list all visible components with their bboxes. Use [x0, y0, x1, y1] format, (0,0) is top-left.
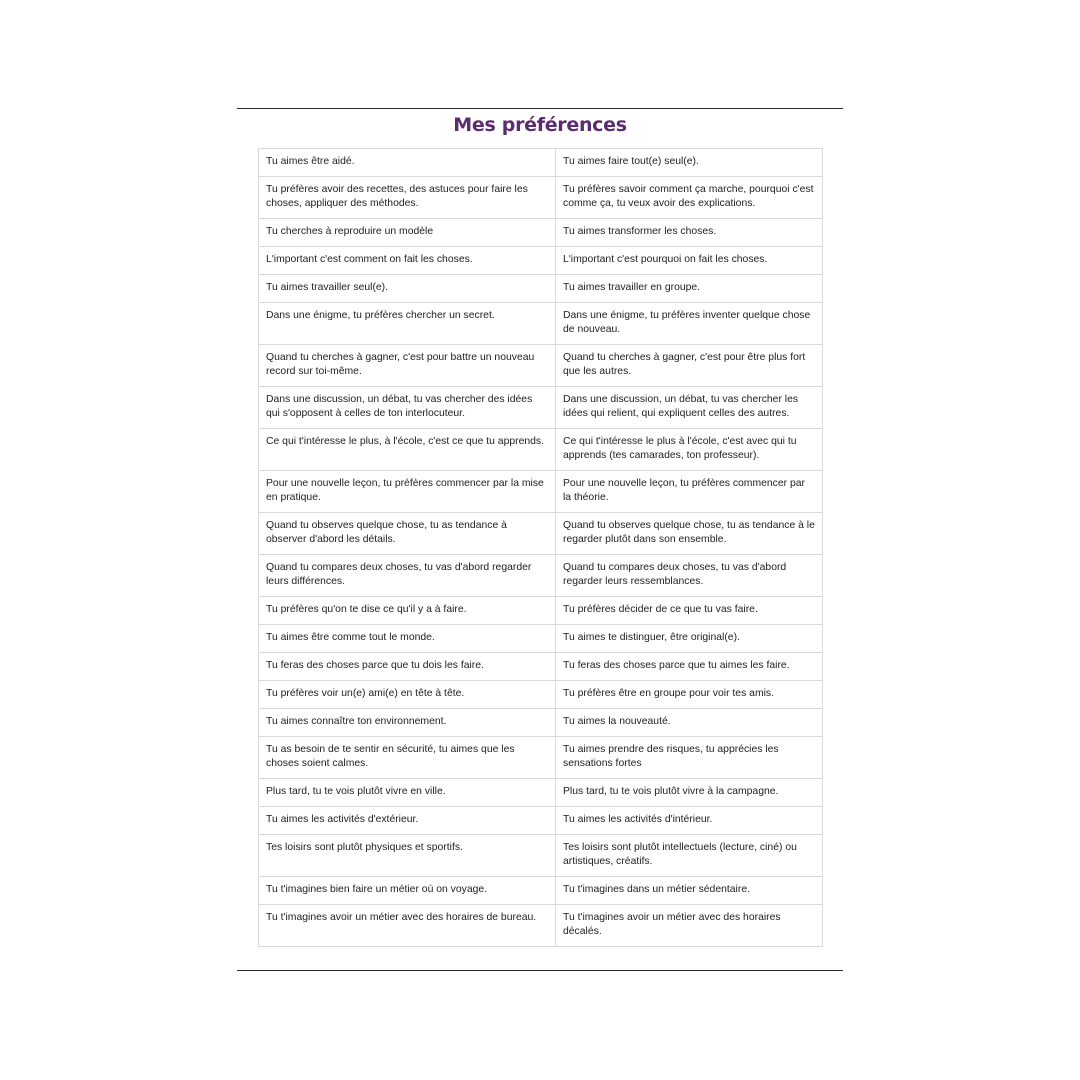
- preference-left-cell: Tu cherches à reproduire un modèle: [259, 219, 556, 247]
- preference-left-cell: Tu aimes connaître ton environnement.: [259, 709, 556, 737]
- table-row: [259, 625, 823, 653]
- table-row: [259, 387, 823, 429]
- preference-right-cell: Dans une discussion, un débat, tu vas chercher les idées qui relient, qui expliquent celles des autres.: [556, 387, 823, 429]
- table-row: [259, 149, 823, 177]
- preference-right-cell: Quand tu cherches à gagner, c'est pour être plus fort que les autres.: [556, 345, 823, 387]
- preference-left-cell: Tu aimes être comme tout le monde.: [259, 625, 556, 653]
- preference-right-cell: Tu préfères décider de ce que tu vas faire.: [556, 597, 823, 625]
- table-row: [259, 471, 823, 513]
- table-row: [259, 275, 823, 303]
- table-row: [259, 737, 823, 779]
- table-row: [259, 835, 823, 877]
- page-title: Mes préférences: [453, 114, 627, 136]
- preference-right-cell: Tu t'imagines dans un métier sédentaire.: [556, 877, 823, 905]
- preference-right-cell: Tu t'imagines avoir un métier avec des horaires décalés.: [556, 905, 823, 947]
- table-row: [259, 653, 823, 681]
- preference-right-cell: Tu préfères être en groupe pour voir tes amis.: [556, 681, 823, 709]
- table-row: [259, 681, 823, 709]
- table-row: [259, 597, 823, 625]
- preference-right-cell: Tu préfères savoir comment ça marche, pourquoi c'est comme ça, tu veux avoir des explications.: [556, 177, 823, 219]
- preference-left-cell: Tes loisirs sont plutôt physiques et sportifs.: [259, 835, 556, 877]
- preference-right-cell: Tu aimes transformer les choses.: [556, 219, 823, 247]
- preference-left-cell: Tu préfères voir un(e) ami(e) en tête à tête.: [259, 681, 556, 709]
- preferences-table: [258, 148, 823, 947]
- preference-left-cell: Tu t'imagines avoir un métier avec des horaires de bureau.: [259, 905, 556, 947]
- table-row: [259, 429, 823, 471]
- preference-left-cell: Quand tu cherches à gagner, c'est pour battre un nouveau record sur toi-même.: [259, 345, 556, 387]
- preference-left-cell: Ce qui t'intéresse le plus, à l'école, c'est ce que tu apprends.: [259, 429, 556, 471]
- preference-left-cell: Quand tu compares deux choses, tu vas d'abord regarder leurs différences.: [259, 555, 556, 597]
- preference-right-cell: Tu aimes la nouveauté.: [556, 709, 823, 737]
- preference-right-cell: Tu aimes faire tout(e) seul(e).: [556, 149, 823, 177]
- preference-right-cell: Tu aimes travailler en groupe.: [556, 275, 823, 303]
- preference-left-cell: Tu préfères avoir des recettes, des astuces pour faire les choses, appliquer des méthodes.: [259, 177, 556, 219]
- preference-left-cell: Tu aimes travailler seul(e).: [259, 275, 556, 303]
- preference-left-cell: Tu t'imagines bien faire un métier où on voyage.: [259, 877, 556, 905]
- table-row: [259, 177, 823, 219]
- preference-right-cell: Ce qui t'intéresse le plus à l'école, c'est avec qui tu apprends (tes camarades, ton professeur).: [556, 429, 823, 471]
- preference-right-cell: Quand tu observes quelque chose, tu as tendance à le regarder plutôt dans son ensemble.: [556, 513, 823, 555]
- preference-right-cell: Tes loisirs sont plutôt intellectuels (lecture, ciné) ou artistiques, créatifs.: [556, 835, 823, 877]
- table-row: [259, 247, 823, 275]
- table-row: [259, 345, 823, 387]
- preference-right-cell: Pour une nouvelle leçon, tu préfères commencer par la théorie.: [556, 471, 823, 513]
- preference-right-cell: Tu aimes les activités d'intérieur.: [556, 807, 823, 835]
- table-row: [259, 905, 823, 947]
- preference-right-cell: Quand tu compares deux choses, tu vas d'abord regarder leurs ressemblances.: [556, 555, 823, 597]
- preference-left-cell: Tu aimes les activités d'extérieur.: [259, 807, 556, 835]
- table-row: [259, 807, 823, 835]
- top-divider: [237, 108, 843, 109]
- preference-left-cell: Pour une nouvelle leçon, tu préfères commencer par la mise en pratique.: [259, 471, 556, 513]
- preference-left-cell: Tu feras des choses parce que tu dois les faire.: [259, 653, 556, 681]
- preference-right-cell: L'important c'est pourquoi on fait les choses.: [556, 247, 823, 275]
- preference-left-cell: Quand tu observes quelque chose, tu as tendance à observer d'abord les détails.: [259, 513, 556, 555]
- preference-left-cell: L'important c'est comment on fait les choses.: [259, 247, 556, 275]
- preference-left-cell: Dans une énigme, tu préfères chercher un secret.: [259, 303, 556, 345]
- table-row: [259, 555, 823, 597]
- preference-right-cell: Plus tard, tu te vois plutôt vivre à la campagne.: [556, 779, 823, 807]
- table-row: [259, 877, 823, 905]
- preference-left-cell: Dans une discussion, un débat, tu vas chercher des idées qui s'opposent à celles de ton interlocuteur.: [259, 387, 556, 429]
- table-row: [259, 219, 823, 247]
- preference-left-cell: Tu aimes être aidé.: [259, 149, 556, 177]
- table-row: [259, 779, 823, 807]
- preference-left-cell: Tu préfères qu'on te dise ce qu'il y a à faire.: [259, 597, 556, 625]
- table-row: [259, 709, 823, 737]
- preference-right-cell: Tu aimes te distinguer, être original(e).: [556, 625, 823, 653]
- table-row: [259, 513, 823, 555]
- preference-right-cell: Dans une énigme, tu préfères inventer quelque chose de nouveau.: [556, 303, 823, 345]
- preference-right-cell: Tu feras des choses parce que tu aimes les faire.: [556, 653, 823, 681]
- preferences-table-body: [259, 149, 823, 947]
- preference-right-cell: Tu aimes prendre des risques, tu apprécies les sensations fortes: [556, 737, 823, 779]
- bottom-divider: [237, 970, 843, 971]
- preference-left-cell: Tu as besoin de te sentir en sécurité, tu aimes que les choses soient calmes.: [259, 737, 556, 779]
- preference-left-cell: Plus tard, tu te vois plutôt vivre en ville.: [259, 779, 556, 807]
- table-row: [259, 303, 823, 345]
